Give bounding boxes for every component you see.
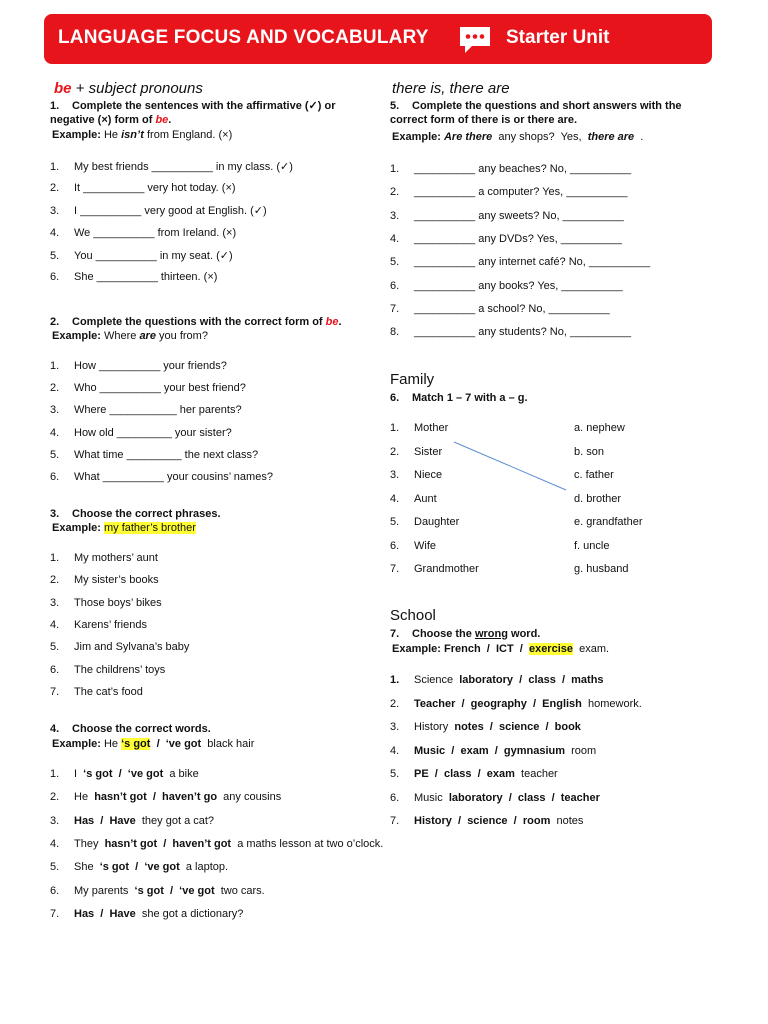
item-text: __________ any beaches? No, __________ — [414, 163, 632, 175]
word-separator: / — [483, 721, 499, 733]
word-option: exam — [460, 744, 489, 757]
word-separator: / — [445, 744, 461, 757]
list-item — [390, 721, 581, 733]
item-text: __________ a school? No, __________ — [414, 302, 610, 315]
match-left-word: Wife — [414, 539, 436, 552]
word-option: Teacher — [414, 697, 456, 710]
list-item — [50, 471, 273, 483]
item-text: I __________ very good at English. (✓) — [74, 205, 267, 218]
option-1: Has — [74, 814, 95, 827]
list-item — [50, 664, 165, 676]
option-1: Has — [74, 907, 95, 920]
item-number: 1. — [50, 360, 60, 372]
match-line — [388, 0, 718, 600]
word-option: book — [554, 721, 581, 733]
item-number: 2. — [50, 791, 60, 804]
match-left-word: Aunt — [414, 492, 437, 505]
list-item — [390, 674, 604, 686]
match-left-word: Daughter — [414, 516, 460, 528]
word-option: science — [467, 815, 508, 827]
item-text: What time _________ the next class? — [74, 448, 259, 461]
word-separator: / — [451, 815, 468, 827]
word-option: maths — [571, 674, 604, 686]
item-text: What __________ your cousins’ names? — [74, 471, 273, 483]
exercise-4-example: Example: He ‘s got / ‘ve got black hair — [52, 738, 255, 750]
item-text: My best friends __________ in my class. (✓) — [74, 161, 293, 173]
word-option: geography — [470, 697, 527, 710]
word-separator: / — [545, 791, 561, 804]
item-number: 3. — [50, 814, 60, 827]
item-prefix: Music — [414, 791, 449, 804]
item-suffix: notes — [550, 815, 584, 827]
list-item — [50, 404, 242, 416]
word-option: English — [542, 697, 582, 710]
word-separator: / — [488, 744, 504, 757]
section-title-family: Family — [390, 371, 435, 388]
item-prefix: History — [414, 721, 455, 733]
item-text: It __________ very hot today. (×) — [74, 182, 236, 195]
option-2: haven’t go — [162, 791, 218, 804]
item-number: 1. — [50, 161, 60, 173]
list-item — [50, 227, 236, 239]
word-separator: / — [471, 768, 487, 780]
option-1: hasn’t got — [104, 837, 158, 850]
word-option: class — [443, 768, 472, 780]
list-item — [50, 768, 199, 780]
item-number: 3. — [390, 209, 400, 222]
word-option: notes — [454, 721, 484, 733]
item-suffix: two cars. — [214, 884, 265, 897]
item-text: She __________ thirteen. (×) — [74, 271, 218, 283]
item-text: __________ a computer? Yes, __________ — [414, 186, 628, 199]
item-text: We __________ from Ireland. (×) — [74, 226, 237, 239]
word-separator: / — [428, 768, 444, 780]
list-item — [390, 815, 583, 827]
list-item — [50, 160, 293, 173]
item-number: 4. — [50, 837, 60, 850]
item-suffix: room — [565, 744, 597, 757]
option-1: ‘s got — [83, 768, 113, 780]
exercise-7-example: Example: French / ICT / exercise exam. — [392, 643, 610, 655]
option-2: Have — [109, 814, 136, 827]
list-item — [50, 427, 232, 439]
item-text: __________ any students? No, __________ — [414, 326, 632, 339]
option-1: ‘s got — [99, 861, 130, 874]
item-prefix: I — [74, 768, 84, 780]
match-right-word: d. brother — [574, 492, 622, 505]
item-number: 5. — [50, 249, 60, 262]
list-item — [50, 271, 217, 283]
item-prefix: She — [74, 861, 100, 874]
word-option: laboratory — [459, 674, 514, 686]
list-item — [50, 641, 189, 653]
word-option: Music — [414, 744, 446, 757]
item-number: 2. — [390, 697, 400, 710]
match-right-word: g. husband — [574, 563, 629, 575]
item-number: 1. — [50, 768, 60, 780]
item-number: 6. — [390, 539, 400, 552]
item-number: 4. — [50, 226, 60, 239]
item-number: 6. — [50, 884, 60, 897]
option-2: ‘ve got — [179, 884, 215, 897]
item-number: 7. — [390, 302, 400, 315]
item-text: Karens’ friends — [74, 618, 147, 631]
item-text: The childrens’ toys — [74, 663, 166, 676]
exercise-3-instruction: 3. Choose the correct phrases. — [50, 508, 221, 520]
page-title: LANGUAGE FOCUS AND VOCABULARY — [58, 27, 429, 48]
word-option: exam — [486, 768, 515, 780]
item-text: How __________ your friends? — [74, 360, 227, 372]
item-suffix: a laptop. — [179, 861, 229, 874]
item-number: 1. — [390, 163, 400, 175]
match-left-word: Mother — [414, 422, 449, 434]
match-left-word: Grandmother — [414, 563, 479, 575]
match-right-word: a. nephew — [574, 422, 625, 434]
item-text: __________ any books? Yes, __________ — [414, 279, 623, 292]
list-item — [390, 792, 600, 804]
item-number: 3. — [390, 469, 400, 481]
list-item — [50, 838, 383, 850]
item-number: 3. — [50, 404, 60, 417]
list-item — [50, 574, 159, 586]
item-text: How old _________ your sister? — [74, 426, 232, 439]
item-number: 3. — [50, 205, 60, 218]
item-text: Where ___________ her parents? — [74, 404, 242, 417]
list-item — [50, 382, 246, 394]
item-prefix: He — [74, 791, 95, 804]
list-item — [50, 885, 265, 897]
word-separator: / — [555, 674, 572, 686]
option-separator: / — [94, 814, 110, 827]
exercise-1-instruction: 1. Complete the sentences with the affirmative (✓) or negative (×) form of be. — [50, 100, 336, 126]
option-1: ‘s got — [134, 884, 164, 897]
item-suffix: teacher — [514, 768, 558, 780]
option-separator: / — [163, 884, 180, 897]
list-item — [50, 182, 236, 194]
word-option: science — [498, 721, 540, 733]
word-option: class — [517, 791, 546, 804]
item-number: 6. — [50, 271, 60, 283]
item-text: My mothers’ aunt — [74, 552, 158, 564]
match-left-word: Sister — [414, 445, 443, 458]
match-left-word: Niece — [414, 469, 443, 481]
list-item — [50, 597, 162, 609]
item-suffix: any cousins — [217, 791, 282, 804]
option-separator: / — [129, 861, 145, 874]
word-option: room — [522, 815, 551, 827]
item-text: Who __________ your best friend? — [74, 382, 246, 395]
option-2: haven’t got — [172, 837, 232, 850]
item-number: 1. — [390, 422, 400, 434]
item-text: __________ any DVDs? Yes, __________ — [414, 232, 622, 245]
exercise-2-instruction: 2. Complete the questions with the correct form of be. — [50, 316, 342, 328]
item-number: 5. — [390, 516, 400, 528]
list-item — [50, 552, 158, 564]
item-text: __________ any internet café? No, __________ — [414, 256, 651, 269]
item-number: 3. — [390, 721, 400, 733]
item-number: 6. — [50, 471, 60, 483]
word-option: laboratory — [448, 791, 503, 804]
list-item — [50, 861, 228, 873]
word-separator: / — [539, 721, 555, 733]
match-right-word: f. uncle — [574, 539, 610, 552]
item-text: You __________ in my seat. (✓) — [74, 249, 233, 262]
item-number: 5. — [50, 861, 60, 874]
item-prefix: My parents — [74, 884, 135, 897]
option-separator: / — [146, 791, 163, 804]
option-separator: / — [157, 837, 173, 850]
option-separator: / — [112, 768, 128, 780]
item-text: __________ any sweets? No, __________ — [414, 209, 624, 222]
item-number: 1. — [50, 552, 60, 564]
word-option: History — [414, 815, 452, 827]
item-number: 4. — [390, 744, 400, 757]
match-right-word: b. son — [574, 445, 604, 458]
section-title-school: School — [390, 607, 436, 624]
item-number: 2. — [390, 445, 400, 458]
item-number: 5. — [390, 768, 400, 780]
item-text: The cat’s food — [74, 685, 143, 698]
item-number: 4. — [50, 618, 60, 631]
exercise-7-instruction: 7. Choose the wrong word. — [390, 628, 541, 640]
list-item — [50, 686, 143, 698]
item-number: 2. — [390, 186, 400, 199]
item-number: 4. — [50, 426, 60, 439]
item-suffix: a bike — [163, 768, 199, 780]
list-item — [50, 360, 227, 372]
item-suffix: she got a dictionary? — [135, 907, 244, 920]
word-separator: / — [526, 697, 543, 710]
item-text: Jim and Sylvana’s baby — [74, 641, 190, 654]
word-option: class — [528, 674, 556, 686]
word-option: teacher — [560, 791, 600, 804]
list-item — [50, 249, 233, 262]
option-2: ‘ve got — [144, 861, 180, 874]
item-suffix: a maths lesson at two o’clock. — [231, 837, 384, 850]
item-number: 4. — [390, 232, 400, 245]
word-separator: / — [513, 674, 529, 686]
item-number: 7. — [390, 815, 400, 827]
word-separator: / — [507, 815, 523, 827]
item-number: 7. — [50, 685, 60, 698]
list-item — [50, 791, 281, 803]
item-number: 6. — [390, 279, 400, 292]
item-prefix: Science — [414, 674, 460, 686]
exercise-1-example: Example: He isn’t from England. (×) — [52, 129, 233, 141]
list-item — [390, 698, 642, 710]
exercise-2-example: Example: Where are you from? — [52, 330, 208, 342]
list-item — [50, 204, 267, 217]
item-number: 2. — [50, 182, 60, 195]
list-item — [50, 619, 147, 631]
unit-label: Starter Unit — [506, 27, 610, 48]
item-number: 2. — [50, 574, 60, 587]
item-number: 2. — [50, 382, 60, 395]
item-suffix: they got a cat? — [135, 814, 215, 827]
option-separator: / — [94, 907, 110, 920]
match-right-word: e. grandfather — [574, 516, 643, 528]
match-right-word: c. father — [574, 469, 614, 481]
exercise-5-example: Example: Are there any shops? Yes, there are . — [392, 131, 644, 143]
item-text: My sister’s books — [74, 574, 159, 587]
word-option: gymnasium — [503, 744, 566, 757]
section-title-be: be + subject pronouns — [54, 80, 203, 97]
word-option: PE — [414, 768, 429, 780]
item-number: 3. — [50, 596, 60, 609]
item-number: 6. — [50, 663, 60, 676]
item-number: 5. — [390, 256, 400, 269]
word-separator: / — [455, 697, 471, 710]
section-title-there-is: there is, there are — [392, 80, 510, 97]
item-number: 7. — [390, 563, 400, 575]
exercise-6-instruction: 6. Match 1 – 7 with a – g. — [390, 392, 528, 404]
item-text: Those boys’ bikes — [74, 596, 162, 609]
list-item — [390, 768, 558, 780]
list-item — [50, 449, 258, 461]
exercise-5-instruction: 5. Complete the questions and short answers with the correct form of there is or there are. — [390, 100, 682, 126]
item-number: 1. — [390, 674, 400, 686]
option-1: hasn’t got — [94, 791, 147, 804]
item-number: 5. — [50, 448, 60, 461]
list-item — [50, 908, 243, 920]
item-number: 8. — [390, 326, 400, 339]
option-2: ‘ve got — [127, 768, 164, 780]
list-item — [390, 745, 596, 757]
word-separator: / — [502, 791, 518, 804]
item-number: 4. — [390, 492, 400, 505]
list-item — [50, 815, 214, 827]
option-2: Have — [109, 907, 136, 920]
item-suffix: homework. — [581, 697, 642, 710]
item-number: 5. — [50, 641, 60, 654]
item-number: 6. — [390, 791, 400, 804]
exercise-4-instruction: 4. Choose the correct words. — [50, 723, 211, 735]
item-number: 7. — [50, 907, 60, 920]
item-prefix: They — [74, 837, 105, 850]
exercise-3-example: Example: my father’s brother — [52, 522, 196, 534]
